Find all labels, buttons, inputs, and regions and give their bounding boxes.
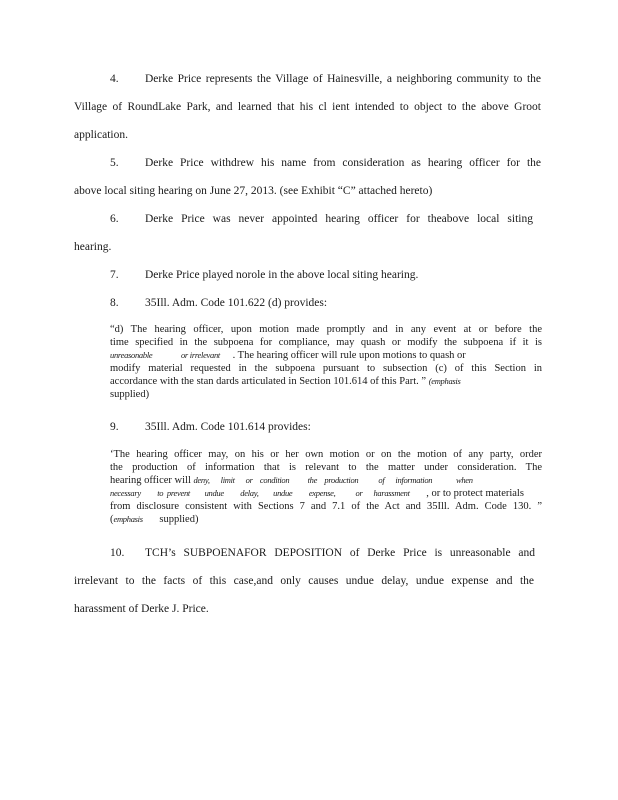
emphasis-necessary: necessary to prevent undue delay, undue expense, or harassment <box>110 488 410 498</box>
para6-number: 6. <box>110 213 119 225</box>
para5-line2: above local siting hearing on June 27, 2013. (see Exhibit “C” attached hereto) <box>74 185 433 197</box>
para8-quote-line2: time specified in the subpoena for compliance, may quash or modify the subpoena if it is <box>110 337 542 348</box>
para8-quote-line3-rest: . The hearing officer will rule upon motions to quash or <box>232 350 466 361</box>
para7-number: 7. <box>110 269 119 281</box>
para4-line2: Village of RoundLake Park, and learned that his cl ient intended to object to the above Groot <box>74 101 541 113</box>
para9-quote-line2: the production of information that is relevant to the matter under consideration. The <box>110 462 542 473</box>
para10-line1: TCH’s SUBPOENAFOR DEPOSITION of Derke Price is unreasonable and <box>145 547 535 559</box>
para7-line1: Derke Price played norole in the above local siting hearing. <box>145 269 419 281</box>
para8-number: 8. <box>110 297 119 309</box>
para8-quote-line3 <box>110 349 542 362</box>
para8-quote-line6: supplied) <box>110 389 150 400</box>
para10-line3: harassment of Derke J. Price. <box>74 603 209 615</box>
para9-line1: 35Ill. Adm. Code 101.614 provides: <box>145 421 311 433</box>
emphasis-irrelevant: or irrelevant <box>180 350 220 360</box>
para9-quote-line4-rest: , or to protect materials <box>426 488 524 499</box>
para8-quote-line4: modify material requested in the subpoena pursuant to subsection (c) of this Section in <box>110 363 542 374</box>
para9-quote-line6-rest: supplied) <box>159 514 199 525</box>
para5-number: 5. <box>110 157 119 169</box>
para6-line1: Derke Price was never appointed hearing officer for theabove local siting <box>145 213 533 225</box>
para9-quote-line4 <box>110 487 524 500</box>
para8-quote-line1: “d) The hearing officer, upon motion made promptly and in any event at or before the <box>110 324 542 335</box>
para9-quote-line5: from disclosure consistent with Sections 7 and 7.1 of the Act and 35Ill. Adm. Code 130. ” <box>110 501 542 512</box>
para4-line3: application. <box>74 129 128 141</box>
para4-number: 4. <box>110 73 119 85</box>
para9-quote-line1: ‘The hearing officer may, on his or her own motion or on the motion of any party, order <box>110 449 542 460</box>
para9-number: 9. <box>110 421 119 433</box>
emphasis-emphasis: emphasis <box>113 514 143 524</box>
para10-number: 10. <box>110 547 125 559</box>
para9-quote-line3 <box>110 474 473 487</box>
para9-quote-line6 <box>110 513 198 526</box>
para8-quote-line5-text: accordance with the stan dards articulated in Section 101.614 of this Part. ” <box>110 376 427 387</box>
emphasis-note: (emphasis <box>428 376 461 386</box>
para6-line2: hearing. <box>74 241 112 253</box>
para8-line1: 35Ill. Adm. Code 101.622 (d) provides: <box>145 297 328 309</box>
emphasis-unreasonable: unreasonable <box>110 350 153 360</box>
para5-line1: Derke Price withdrew his name from consideration as hearing officer for the <box>145 157 541 169</box>
para4-line1: Derke Price represents the Village of Hainesville, a neighboring community to the <box>145 73 541 85</box>
para9-quote-line3-text: hearing officer will <box>110 475 191 486</box>
para8-quote-line5 <box>110 375 460 388</box>
paren-open: ( <box>110 514 114 525</box>
para10-line2: irrelevant to the facts of this case,and only causes undue delay, undue expense and the <box>74 575 534 587</box>
emphasis-deny-limit: deny, limit or condition the production of information when <box>193 475 473 485</box>
